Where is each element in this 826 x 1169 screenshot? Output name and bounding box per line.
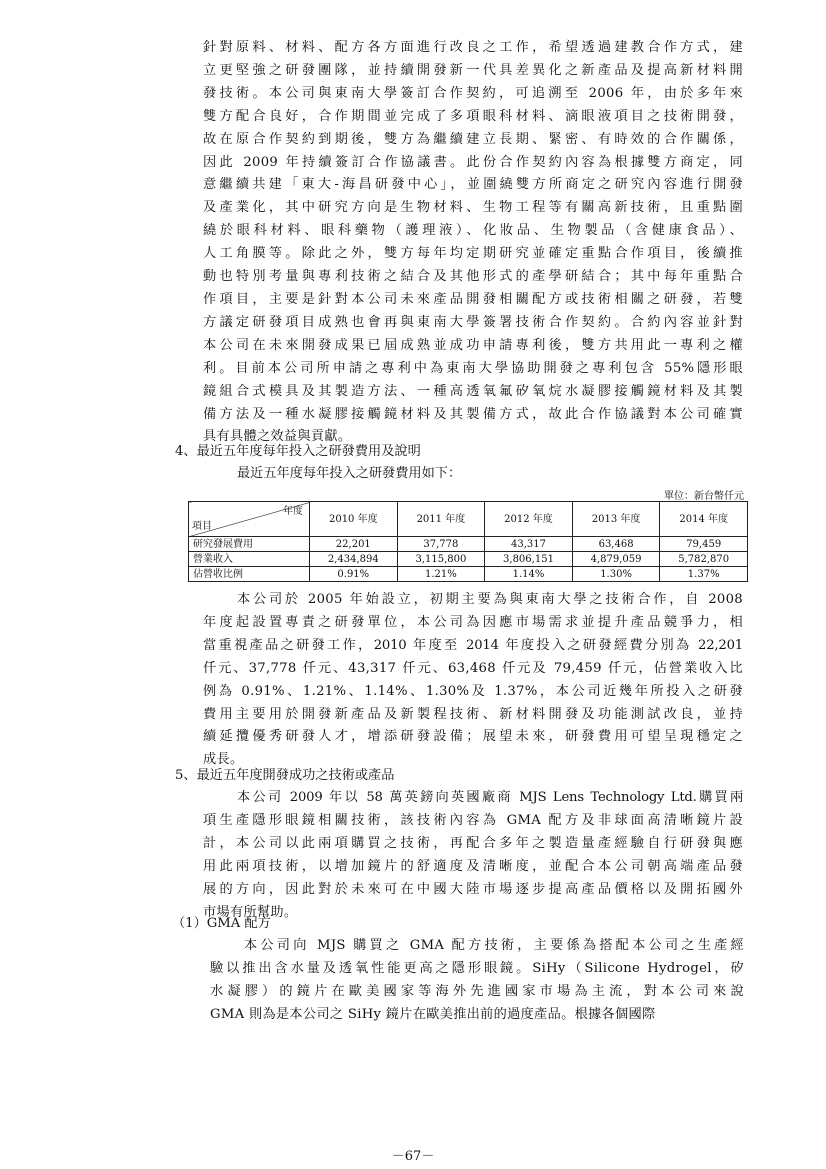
text-line: 具有具體之效益與貢獻。 (203, 429, 352, 445)
year-header: 2012 年度 (485, 502, 573, 537)
paragraph-mjs-purchase (203, 787, 743, 924)
table-cell: 2,434,894 (310, 552, 398, 567)
table-cell: 5,782,870 (660, 552, 748, 567)
text-line: 繞於眼科材料、眼科藥物（護理液）、化妝品、生物製品（含健康食品）、 (203, 223, 743, 239)
corner-item-label: 項目 (192, 521, 212, 532)
table-corner-cell (189, 502, 310, 537)
table-cell: 3,806,151 (485, 552, 573, 567)
text-line: 針對原料、材料、配方各方面進行改良之工作，希望透過建教合作方式，建 (203, 40, 743, 55)
text-line: 展的方向，因此對於未來可在中國大陸市場逐步提高產品價格以及開拓國外 (203, 881, 743, 897)
text-line: 本公司在未來開發成果已屆成熟並成功申請專利後，雙方共用此一專利之權 (203, 337, 743, 353)
text-line: 利。目前本公司所申請之專利中為東南大學協助開發之專利包含 55%隱形眼 (203, 360, 743, 376)
text-line: 用此兩項技術，以增加鏡片的舒適度及清晰度，並配合本公司朝高端產品發 (203, 858, 743, 874)
text-line: 仟元、37,778 仟元、43,317 仟元、63,468 仟元及 79,459 仟元，佔營業收入比 (203, 660, 743, 676)
text-line: 動也特別考量與專利技術之結合及其他形式的產學研結合；其中每年重點合 (203, 269, 743, 285)
text-line: 年度起設置專責之研發單位，本公司為因應市場需求並提升產品競爭力，相 (203, 614, 743, 630)
row-label: 研究發展費用 (189, 537, 310, 552)
rd-expense-intro: 最近五年度每年投入之研發費用如下： (237, 466, 462, 481)
text-line: 驗以推出含水量及透氧性能更高之隱形眼鏡。SiHy（Silicone Hydrogel，矽 (210, 960, 744, 976)
text-line: 成長。 (203, 752, 244, 768)
text-line: 當重視產品之研發工作，2010 年度至 2014 年度投入之研發經費分別為 22,201 (203, 637, 743, 653)
subsection-heading-gma: （1）GMA 配方 (172, 916, 271, 931)
text-line: 方議定研發項目成熟也會再與東南大學簽署技術合作契約。合約內容並針對 (203, 314, 743, 330)
text-line: 人工角膜等。除此之外，雙方每年均定期研究並確定重點合作項目，後續推 (203, 246, 743, 262)
text-line: 雙方配合良好，合作期間並完成了多項眼科材料、滴眼液項目之技術開發， (203, 108, 743, 124)
text-line: 水凝膠）的鏡片在歐美國家等海外先進國家市場為主流，對本公司來說 (210, 983, 744, 999)
row-label: 佔營收比例 (189, 567, 310, 582)
year-header: 2011 年度 (397, 502, 485, 537)
table-cell: 22,201 (310, 537, 398, 552)
year-header: 2014 年度 (660, 502, 748, 537)
text-line: 因此 2009 年持續簽訂合作協議書。此份合作契約內容為根據雙方商定，同 (203, 154, 743, 170)
text-line: 本公司於 2005 年始設立，初期主要為與東南大學之技術合作，自 2008 (237, 592, 743, 607)
text-line: 例為 0.91%、1.21%、1.14%、1.30%及 1.37%，本公司近幾年所投入之研發 (203, 683, 743, 699)
table-row (189, 537, 748, 552)
year-header: 2013 年度 (572, 502, 660, 537)
table-header-row (189, 502, 748, 537)
text-line: 發技術。本公司與東南大學簽訂合作契約，可追溯至 2006 年，由於多年來 (203, 85, 743, 101)
row-label: 營業收入 (189, 552, 310, 567)
text-line: 意繼續共建「東大-海昌研發中心」，並圍繞雙方所商定之研究內容進行開發 (203, 177, 743, 193)
text-line: 費用主要用於開發新產品及新製程技術、新材料開發及功能測試改良，並持 (203, 706, 743, 722)
table-cell: 1.14% (485, 567, 573, 582)
table-cell: 1.37% (660, 567, 748, 582)
table-cell: 4,879,059 (572, 552, 660, 567)
table-cell: 1.21% (397, 567, 485, 582)
page-number: －67－ (391, 1149, 435, 1164)
corner-year-label: 年度 (283, 506, 303, 517)
text-line: 故在原合作契約到期後，雙方為繼續建立長期、緊密、有時效的合作關係， (203, 131, 743, 147)
paragraph-rd-summary (203, 589, 743, 772)
table-row (189, 567, 748, 582)
table-cell: 0.91% (310, 567, 398, 582)
paragraph-gma (210, 935, 744, 1027)
table-cell: 3,115,800 (397, 552, 485, 567)
year-header: 2010 年度 (310, 502, 398, 537)
rd-expense-table (188, 501, 748, 582)
table-cell: 63,468 (572, 537, 660, 552)
text-line: 續延攬優秀研發人才，增添研發設備；展望未來，研發費用可望呈現穩定之 (203, 729, 743, 745)
table-cell: 43,317 (485, 537, 573, 552)
text-line: 項生產隱形眼鏡相關技術，該技術內容為 GMA 配方及非球面高清晰鏡片設 (203, 812, 743, 828)
section-heading-developed-tech: 5、最近五年度開發成功之技術或產品 (175, 768, 395, 783)
text-line: 本公司 2009 年以 58 萬英鎊向英國廠商 MJS Lens Technology Ltd.購買兩 (237, 790, 743, 805)
text-line: 本公司向 MJS 購買之 GMA 配方技術，主要係為搭配本公司之生產經 (244, 938, 744, 953)
table-row (189, 552, 748, 567)
paragraph-collaboration (203, 37, 743, 449)
text-line: 計，本公司以此兩項購買之技術，再配合多年之製造量產經驗自行研發與應 (203, 835, 743, 851)
text-line: 及產業化，其中研究方向是生物材料、生物工程等有關高新技術，且重點圍 (203, 200, 743, 216)
table-cell: 79,459 (660, 537, 748, 552)
text-line: 立更堅強之研發團隊，並持續開發新一代具差異化之新產品及提高新材料開 (203, 62, 743, 78)
text-line: 作項目，主要是針對本公司未來產品開發相關配方或技術相關之研發，若雙 (203, 291, 743, 307)
table-cell: 1.30% (572, 567, 660, 582)
text-line: 市場有所幫助。 (203, 904, 298, 920)
text-line: 備方法及一種水凝膠接觸鏡材料及其製備方式，故此合作協議對本公司確實 (203, 406, 743, 422)
text-line: GMA 則為是本公司之 SiHy 鏡片在歐美推出前的過度產品。根據各個國際 (210, 1006, 656, 1022)
section-heading-rd-expense: 4、最近五年度每年投入之研發費用及說明 (175, 444, 421, 459)
table-unit-label: 單位：新台幣仟元 (664, 491, 744, 502)
table-cell: 37,778 (397, 537, 485, 552)
text-line: 鏡組合式模具及其製造方法、一種高透氧氟矽氧烷水凝膠接觸鏡材料及其製 (203, 383, 743, 399)
